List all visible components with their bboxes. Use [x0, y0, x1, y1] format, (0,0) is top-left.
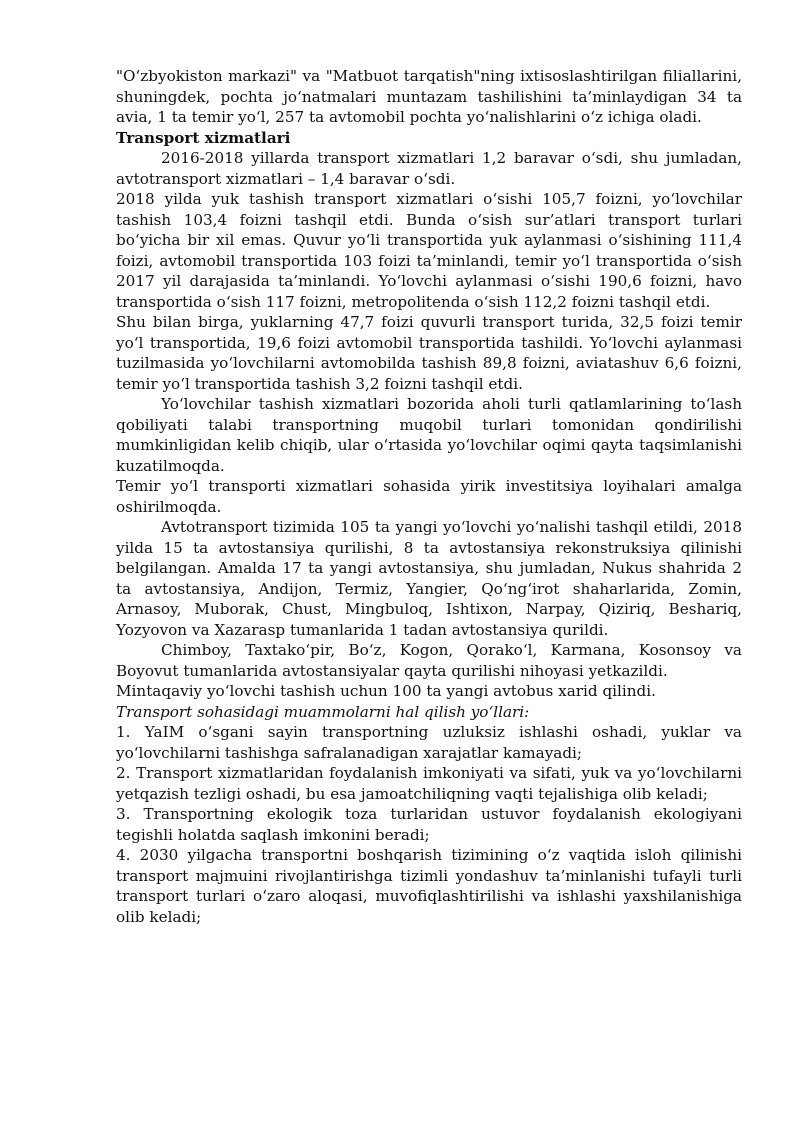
list-item-2: 2. Transport xizmatlaridan foydalanish imkoniyati va sifati, yuk va yo‘lovchilarni yetqazish tezligi oshadi, bu esa jamoatchiliqning vaqti tejalishiga olib keladi;	[116, 764, 742, 803]
paragraph-new-buses: Mintaqaviy yo‘lovchi tashish uchun 100 ta yangi avtobus xarid qilindi.	[116, 682, 656, 700]
subheading-solutions: Transport sohasidagi muammolarni hal qilish yo‘llari:	[116, 702, 530, 721]
section-heading-transport: Transport xizmatlari	[116, 128, 291, 147]
paragraph-cargo-structure: Shu bilan birga, yuklarning 47,7 foizi quvurli transport turida, 32,5 foizi temir yo‘l transportida, 19,6 foizi avtomobil transportida tashildi. Yo‘lovchi aylanmasi tuzilmasida yo‘lovchilarni avtomobilda tashish 89,8 foizni, aviatashuv 6,6 foizni, temir yo‘l transportida tashish 3,2 foizni tashqil etdi.	[116, 313, 742, 393]
paragraph-growth: 2016-2018 yillarda transport xizmatlari 1,2 baravar o‘sdi, shu jumladan, avtotransport xizmatlari – 1,4 baravar o‘sdi.	[116, 149, 742, 188]
paragraph-2018-stats: 2018 yilda yuk tashish transport xizmatlari o‘sishi 105,7 foizni, yo‘lovchilar tashish 103,4 foizni tashqil etdi. Bunda o‘sish sur’atlari transport turlari bo‘yicha bir xil emas. Quvur yo‘li transportida yuk aylanmasi o‘sishining 111,4 foizi, avtomobil transportida 103 foizi ta’minlandi, temir yo‘l transportida o‘sish 2017 yil darajasida ta’minlandi. Yo‘lovchi aylanmasi o‘sishi 190,6 foizni, havo transportida o‘sish 117 foizni, metropolitenda o‘sish 112,2 foizni tashqil etdi.	[116, 190, 742, 311]
list-item-4: 4. 2030 yilgacha transportni boshqarish tizimining o‘z vaqtida isloh qilinishi transport majmuini rivojlantirishga tizimli yondashuv ta’minlanishi tufayli turli transport turlari o‘zaro aloqasi, muvofiqlashtirilishi va ishlashi yaxshilanishiga olib keladi;	[116, 846, 742, 926]
paragraph-passenger-market: Yo‘lovchilar tashish xizmatlari bozorida aholi turli qatlamlarining to‘lash qobiliyati talabi transportning muqobil turlari tomonidan qondirilishi mumkinligidan kelib chiqib, ular o‘rtasida yo‘lovchilar oqimi qayta taqsimlanishi kuzatilmoqda.	[116, 395, 742, 475]
paragraph-railway-investment: Temir yo‘l transporti xizmatlari sohasida yirik investitsiya loyihalari amalga oshirilmoqda.	[116, 477, 742, 516]
list-item-1: 1. YaIM o‘sgani sayin transportning uzluksiz ishlashi oshadi, yuklar va yo‘lovchilarni tashishga safralanadigan xarajatlar kamayadi;	[116, 723, 742, 762]
list-item-3: 3. Transportning ekologik toza turlaridan ustuvor foydalanish ekologiyani tegishli holatda saqlash imkonini beradi;	[116, 805, 742, 844]
paragraph-reconstruction: Chimboy, Taxtako‘pir, Bo‘z, Kogon, Qorako‘l, Karmana, Kosonsoy va Boyovut tumanlarida avtostansiyalar qayta qurilishi nihoyasi yetkazildi.	[116, 641, 742, 680]
document-page	[116, 66, 742, 927]
paragraph-intro: "O‘zbyokiston markazi" va "Matbuot tarqatish"ning ixtisoslashtirilgan filiallarini, shuningdek, pochta jo‘natmalari muntazam tashilishini ta’minlaydigan 34 ta avia, 1 ta temir yo‘l, 257 ta avtomobil pochta yo‘nalishlarini o‘z ichiga oladi.	[116, 67, 742, 126]
paragraph-bus-stations: Avtotransport tizimida 105 ta yangi yo‘lovchi yo‘nalishi tashqil etildi, 2018 yilda 15 ta avtostansiya qurilishi, 8 ta avtostansiya rekonstruksiya qilinishi belgilangan. Amalda 17 ta yangi avtostansiya, shu jumladan, Nukus shahrida 2 ta avtostansiya, Andijon, Termiz, Yangier, Qo‘ng‘irot shaharlarida, Zomin, Arnasoy, Muborak, Chust, Mingbuloq, Ishtixon, Narpay, Qiziriq, Beshariq, Yozyovon va Xazarasp tumanlarida 1 tadan avtostansiya qurildi.	[116, 518, 742, 639]
